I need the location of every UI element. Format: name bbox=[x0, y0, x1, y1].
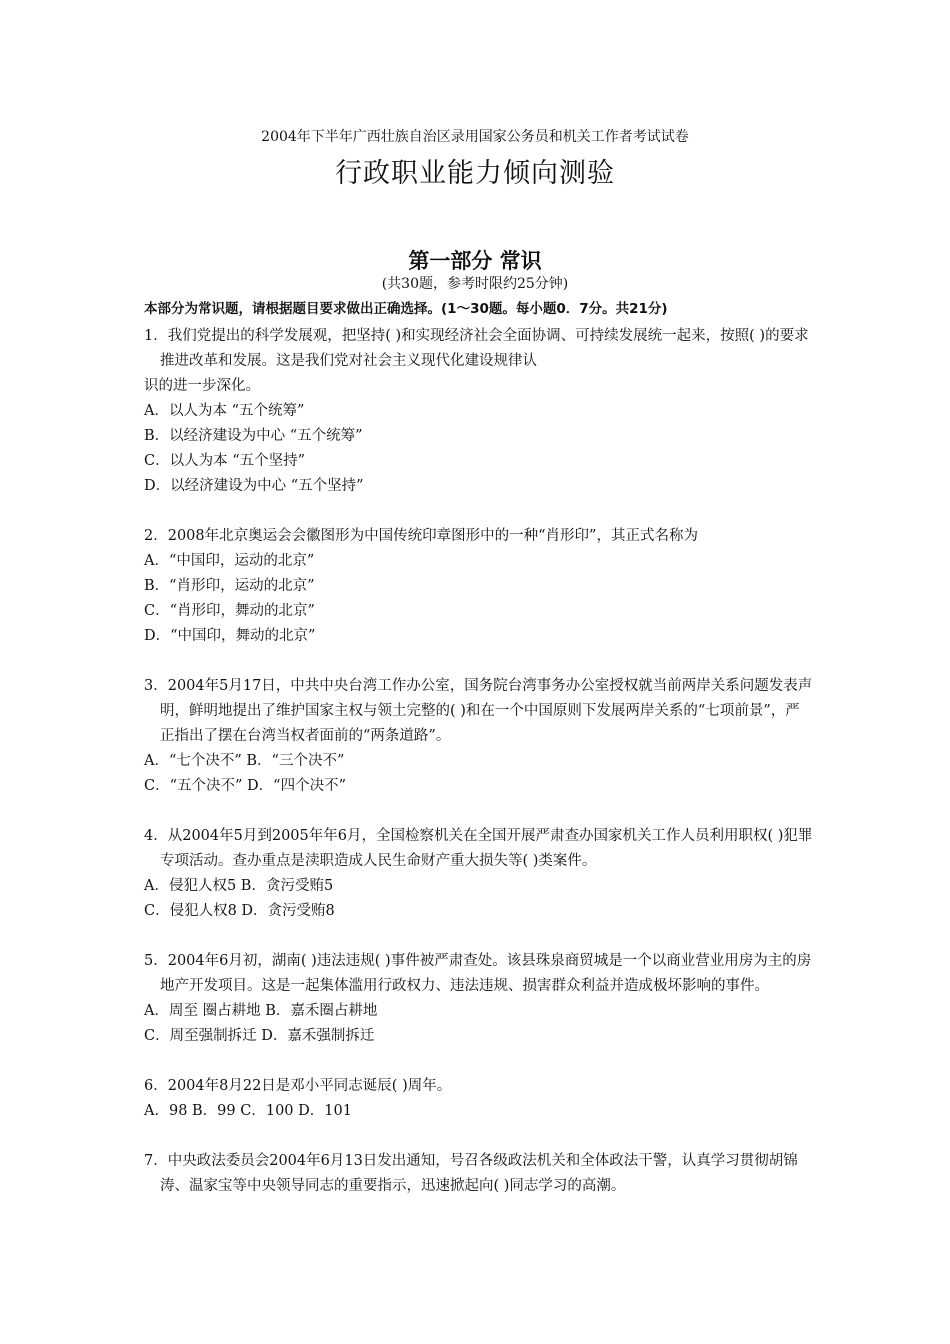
option-a: A．“中国印，运动的北京” bbox=[144, 553, 315, 569]
option-cd: C．周至强制拆迁 D．嘉禾强制拆迁 bbox=[144, 1028, 375, 1044]
section-note: (共30题，参考时限约25分钟) bbox=[381, 276, 569, 292]
option-b: B．以经济建设为中心 “五个统筹” bbox=[144, 428, 363, 444]
option-d: D．“中国印，舞动的北京” bbox=[144, 628, 316, 644]
question-stem: 2．2008年北京奥运会会徽图形为中国传统印章图形中的一种“肖形印”，其正式名称为 bbox=[144, 528, 698, 544]
question-2 bbox=[144, 524, 814, 649]
question-5 bbox=[144, 949, 814, 1049]
option-ab: A．周至 圈占耕地 B．嘉禾圈占耕地 bbox=[144, 1003, 378, 1019]
question-6 bbox=[144, 1074, 814, 1124]
option-a: A．以人为本 “五个统筹” bbox=[144, 403, 305, 419]
question-4 bbox=[144, 824, 814, 924]
option-cd: C．“五个决不” D．“四个决不” bbox=[144, 778, 346, 794]
option-ab: A．“七个决不” B．“三个决不” bbox=[144, 753, 345, 769]
question-stem: 7．中央政法委员会2004年6月13日发出通知，号召各级政法机关和全体政法干警，认真学习贯彻胡锦涛、温家宝等中央领导同志的重要指示，迅速掀起向( )同志学习的高潮。 bbox=[144, 1153, 798, 1194]
question-stem-continuation: 识的进一步深化。 bbox=[144, 378, 260, 394]
question-stem: 4．从2004年5月到2005年年6月，全国检察机关在全国开展严肃查办国家机关工作人员利用职权( )犯罪专项活动。查办重点是渎职造成人民生命财产重大损失等( )类案件。 bbox=[144, 828, 813, 869]
option-d: D．以经济建设为中心 “五个坚持” bbox=[144, 478, 364, 494]
question-1 bbox=[144, 324, 814, 499]
question-stem: 3．2004年5月17日，中共中央台湾工作办公室，国务院台湾事务办公室授权就当前两岸关系问题发表声明，鲜明地提出了维护国家主权与领土完整的( )和在一个中国原则下发展两岸关系的“七项前景”，严正指出了摆在台湾当权者面前的“两条道路”。 bbox=[144, 678, 813, 744]
section-instruction: 本部分为常识题，请根据题目要求做出正确选择。(1～30题。每小题0．7分。共21分) bbox=[144, 301, 668, 317]
exam-title: 行政职业能力倾向测验 bbox=[335, 158, 615, 189]
option-cd: C．侵犯人权8 D．贪污受贿8 bbox=[144, 903, 335, 919]
question-list bbox=[144, 324, 814, 1199]
option-b: B．“肖形印，运动的北京” bbox=[144, 578, 315, 594]
option-c: C．“肖形印，舞动的北京” bbox=[144, 603, 315, 619]
question-stem: 5．2004年6月初，湖南( )违法违规( )事件被严肃查处。该县珠泉商贸城是一个以商业营业用房为主的房地产开发项目。这是一起集体滥用行政权力、违法违规、损害群众利益并造成极坏影响的事件。 bbox=[144, 953, 812, 994]
question-3 bbox=[144, 674, 814, 799]
question-stem: 6．2004年8月22日是邓小平同志诞辰( )周年。 bbox=[144, 1078, 452, 1094]
exam-subtitle: 2004年下半年广西壮族自治区录用国家公务员和机关工作者考试试卷 bbox=[261, 129, 689, 145]
option-abcd: A．98 B．99 C．100 D．101 bbox=[144, 1103, 352, 1119]
question-stem: 1．我们党提出的科学发展观，把坚持( )和实现经济社会全面协调、可持续发展统一起来，按照( )的要求推进改革和发展。这是我们党对社会主义现代化建设规律认 bbox=[144, 328, 809, 369]
option-c: C．以人为本 “五个坚持” bbox=[144, 453, 306, 469]
question-7 bbox=[144, 1149, 814, 1199]
section-title: 第一部分 常识 bbox=[408, 249, 542, 273]
option-ab: A．侵犯人权5 B．贪污受贿5 bbox=[144, 878, 334, 894]
